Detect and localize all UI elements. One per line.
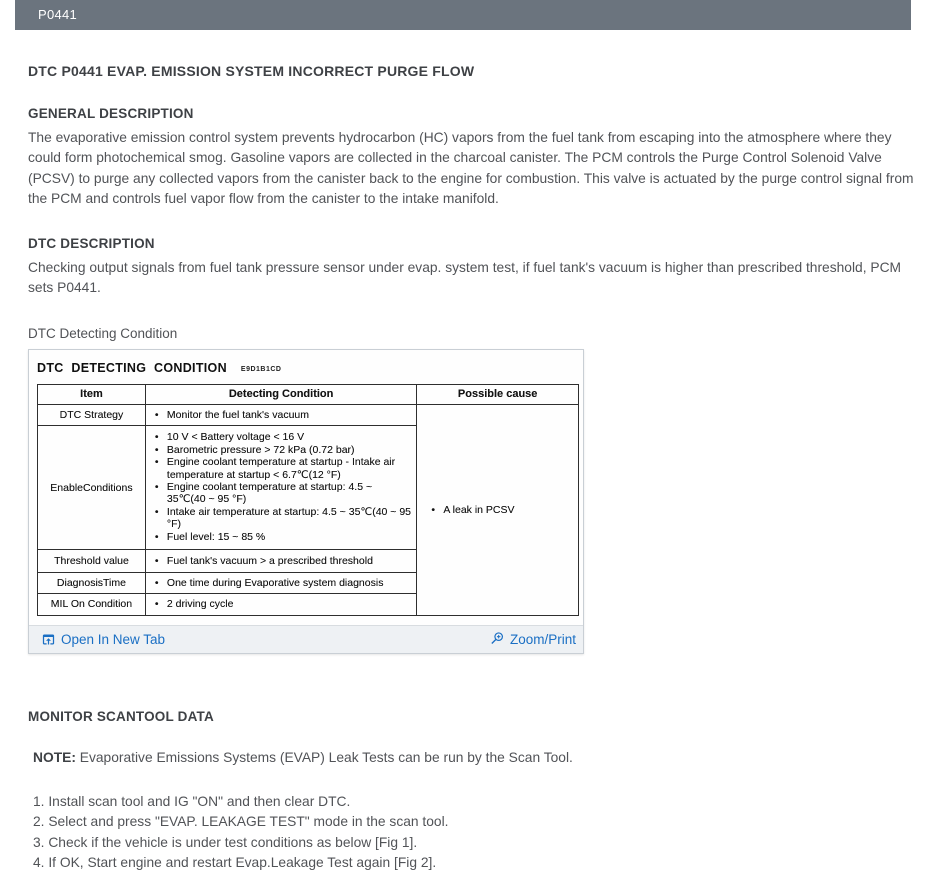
bullet-item: • One time during Evaporative system diagnosis [155, 577, 412, 589]
item-cell: Threshold value [38, 550, 146, 573]
bullet-item: • Engine coolant temperature at startup - Intake air temperature at startup < 6.7℃(12 °F) [155, 456, 412, 481]
bullet-list [155, 598, 412, 610]
page-title-bar [15, 0, 911, 30]
dtc-detecting-condition-table [37, 384, 579, 616]
note-label: NOTE: [33, 749, 76, 765]
bullet-item: • Barometric pressure > 72 kPa (0.72 bar) [155, 444, 412, 456]
bullet-list [155, 409, 412, 421]
page-title: P0441 [38, 7, 78, 22]
bullet-item: • Monitor the fuel tank's vacuum [155, 409, 412, 421]
step-item: 3. Check if the vehicle is under test conditions as below [Fig 1]. [33, 834, 418, 850]
figure-toolbar [29, 625, 583, 653]
table-header-row [38, 385, 579, 405]
item-cell: MIL On Condition [38, 594, 146, 615]
step-item: 4. If OK, Start engine and restart Evap.Leakage Test again [Fig 2]. [33, 855, 437, 871]
note-line [33, 748, 914, 768]
bullet-item: • 2 driving cycle [155, 598, 412, 610]
possible-cause-cell [417, 405, 579, 616]
open-in-new-tab-label: Open In New Tab [61, 631, 166, 647]
scanned-image [29, 350, 583, 625]
item-cell: DiagnosisTime [38, 573, 146, 594]
dtc-main-heading: DTC P0441 EVAP. EMISSION SYSTEM INCORRECT PURGE FLOW [28, 63, 475, 79]
general-description-heading: GENERAL DESCRIPTION [28, 106, 194, 121]
zoom-in-icon [489, 631, 505, 647]
condition-cell [145, 594, 416, 615]
note-text: Evaporative Emissions Systems (EVAP) Leak Tests can be run by the Scan Tool. [75, 749, 573, 765]
scanned-figure-widget [28, 349, 584, 654]
condition-cell [145, 426, 416, 550]
scan-title: DTC DETECTING CONDITION [37, 361, 227, 375]
bullet-item: • 10 V < Battery voltage < 16 V [155, 431, 412, 443]
condition-cell [145, 550, 416, 573]
zoom-print-label: Zoom/Print [509, 631, 576, 647]
scan-table-body [38, 405, 579, 616]
step-item: 2. Select and press "EVAP. LEAKAGE TEST" mode in the scan tool. [33, 814, 449, 830]
bullet-list [431, 504, 574, 516]
document-body [0, 63, 926, 873]
figure-caption: DTC Detecting Condition [28, 326, 178, 341]
col-header-item: Item [38, 385, 146, 405]
bullet-item: • Fuel level: 15 ~ 85 % [155, 531, 412, 543]
bullet-item: • Fuel tank's vacuum > a prescribed threshold [155, 555, 412, 567]
open-in-new-tab-icon [41, 632, 56, 647]
bullet-item: • Intake air temperature at startup: 4.5 ~ 35℃(40 ~ 95 °F) [155, 506, 412, 531]
bullet-list [155, 555, 412, 567]
steps-list [33, 792, 914, 873]
col-header-possible-cause: Possible cause [417, 385, 579, 405]
item-cell: EnableConditions [38, 426, 146, 550]
zoom-print-link[interactable] [489, 631, 576, 647]
bullet-list [155, 577, 412, 589]
item-cell: DTC Strategy [38, 405, 146, 426]
bullet-item: • A leak in PCSV [431, 504, 574, 516]
condition-cell [145, 573, 416, 594]
table-row [38, 405, 579, 426]
dtc-description-text: Checking output signals from fuel tank pressure sensor under evap. system test, if fuel tank's vacuum is higher than prescribed threshold, PCM sets P0441. [28, 260, 902, 296]
bullet-list [155, 431, 412, 543]
dtc-description-heading: DTC DESCRIPTION [28, 236, 155, 251]
condition-cell [145, 405, 416, 426]
step-item: 1. Install scan tool and IG "ON" and then clear DTC. [33, 794, 351, 810]
col-header-detecting-condition: Detecting Condition [145, 385, 416, 405]
monitor-scantool-heading: MONITOR SCANTOOL DATA [28, 708, 214, 724]
open-in-new-tab-link[interactable] [41, 632, 165, 647]
bullet-item: • Engine coolant temperature at startup: 4.5 ~ 35℃(40 ~ 95 °F) [155, 481, 412, 506]
general-description-text: The evaporative emission control system prevents hydrocarbon (HC) vapors from the fuel tank from escaping into the atmosphere where they could form photochemical smog. Gasoline vapors are collected in the charcoal canister. The PCM controls the Purge Control Solenoid Valve (PCSV) to purge any collected vapors from the canister back to the engine for combustion. This valve is actuated by the purge control signal from the PCM and controls fuel vapor flow from the canister to the intake manifold. [28, 130, 914, 206]
scan-code: E9D1B1CD [240, 366, 282, 373]
